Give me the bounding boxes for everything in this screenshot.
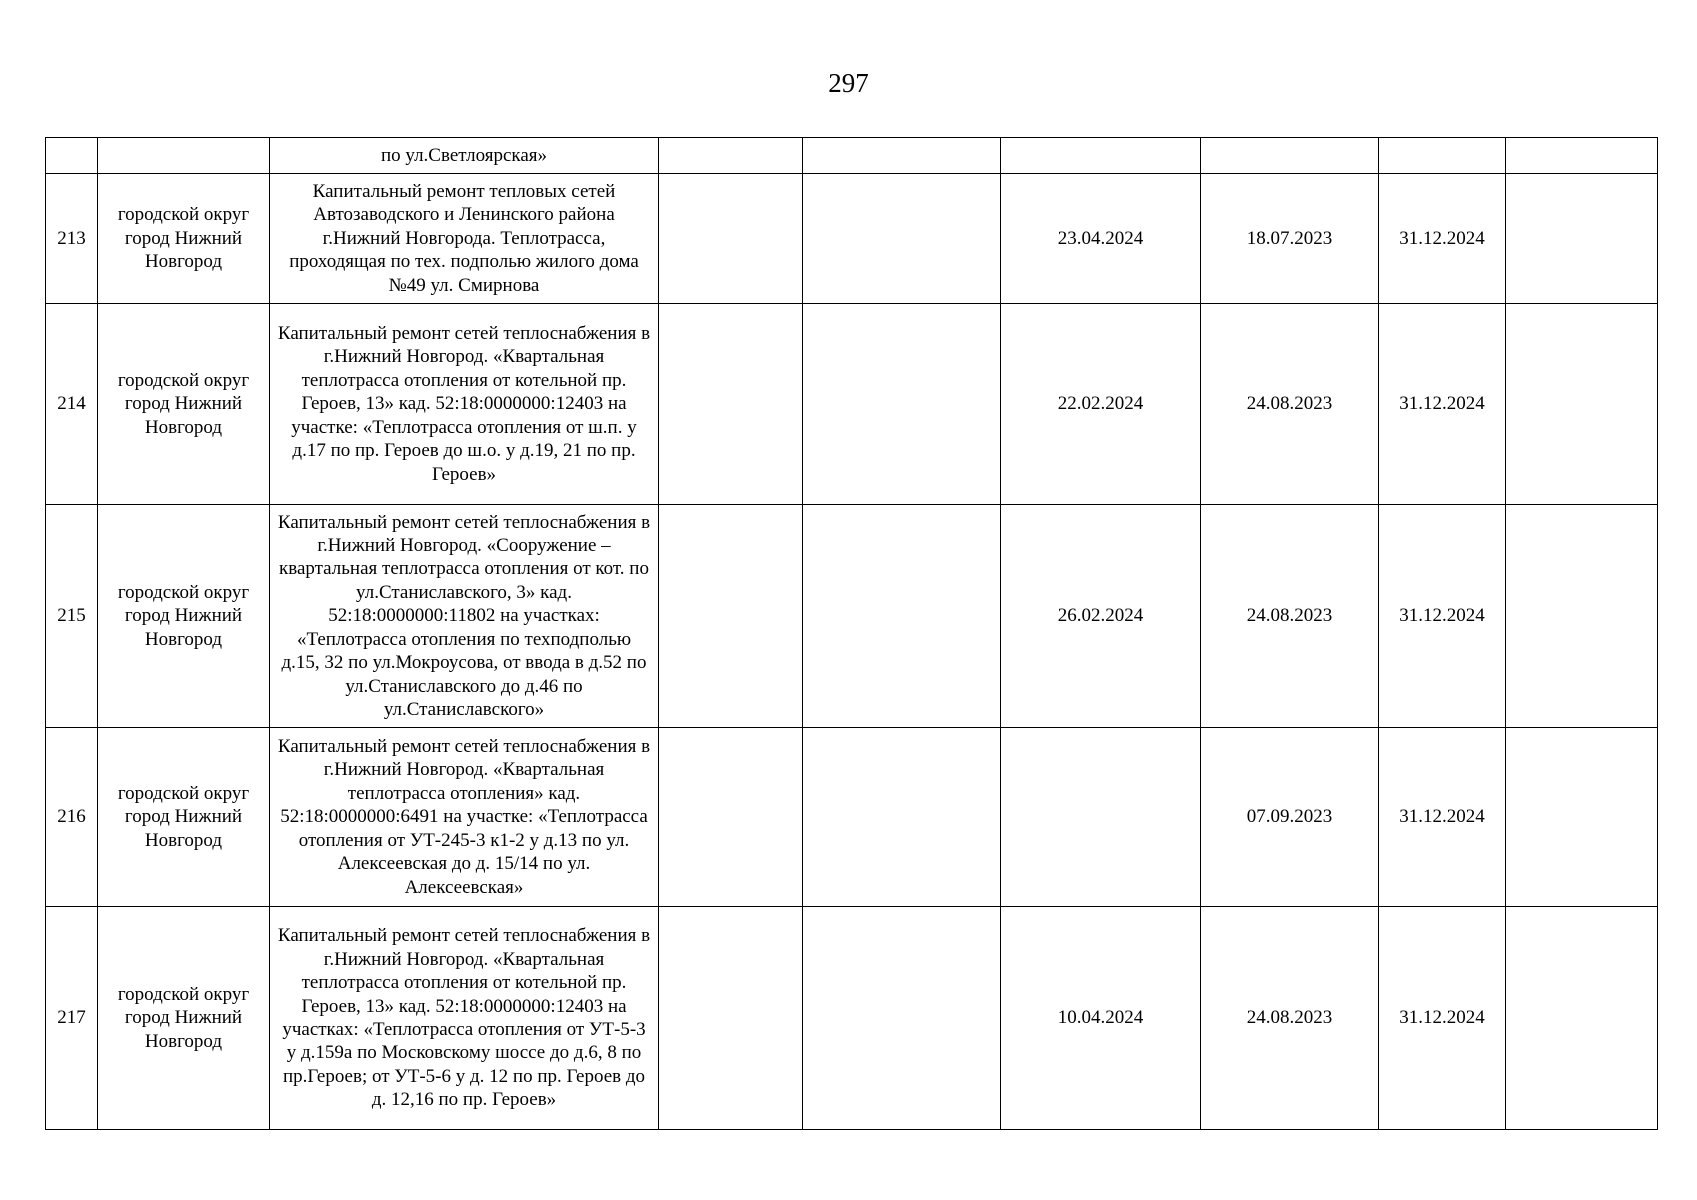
cell-col4: [659, 505, 803, 728]
registry-table: [45, 137, 1658, 1130]
cell-date1: 26.02.2024: [1001, 505, 1201, 728]
cell-date3: 31.12.2024: [1379, 505, 1506, 728]
table-row-continued: [46, 138, 1658, 174]
cell-col9: [1506, 174, 1658, 304]
cell-col9: [1506, 505, 1658, 728]
cell-municipality: городской округ город Нижний Новгород: [98, 174, 270, 304]
cell-col4: [659, 728, 803, 907]
cell-col5: [803, 174, 1001, 304]
cell-date2: 18.07.2023: [1201, 174, 1379, 304]
cell-col4: [659, 304, 803, 505]
cell-date1: 10.04.2024: [1001, 907, 1201, 1130]
cell-col4: [659, 138, 803, 174]
table-row: [46, 728, 1658, 907]
cell-date2: 24.08.2023: [1201, 505, 1379, 728]
cell-col4: [659, 174, 803, 304]
cell-num: 215: [46, 505, 98, 728]
cell-date2: 24.08.2023: [1201, 304, 1379, 505]
cell-date3: 31.12.2024: [1379, 728, 1506, 907]
cell-col9: [1506, 138, 1658, 174]
cell-date1: [1001, 728, 1201, 907]
cell-date1: [1001, 138, 1201, 174]
cell-date3: 31.12.2024: [1379, 304, 1506, 505]
cell-description: Капитальный ремонт сетей теплоснабжения в г.Нижний Новгород. «Квартальная теплотрасса отопления от котельной пр. Героев, 13» кад. 52:18:0000000:12403 на участке: «Теплотрасса отопления от ш.п. у д.17 по пр. Героев до ш.о. у д.19, 21 по пр. Героев»: [270, 304, 659, 505]
cell-date1: 22.02.2024: [1001, 304, 1201, 505]
cell-date1: 23.04.2024: [1001, 174, 1201, 304]
table-row: [46, 174, 1658, 304]
cell-col4: [659, 907, 803, 1130]
cell-description: Капитальный ремонт сетей теплоснабжения в г.Нижний Новгород. «Квартальная теплотрасса отопления» кад. 52:18:0000000:6491 на участке: «Теплотрасса отопления от УТ-245-3 к1-2 у д.13 по ул. Алексеевская до д. 15/14 по ул. Алексеевская»: [270, 728, 659, 907]
cell-col9: [1506, 304, 1658, 505]
cell-date2: 07.09.2023: [1201, 728, 1379, 907]
cell-col5: [803, 907, 1001, 1130]
cell-municipality: городской округ город Нижний Новгород: [98, 728, 270, 907]
table-row: [46, 304, 1658, 505]
cell-municipality: городской округ город Нижний Новгород: [98, 505, 270, 728]
cell-date3: 31.12.2024: [1379, 174, 1506, 304]
cell-description: Капитальный ремонт тепловых сетей Автозаводского и Ленинского района г.Нижний Новгорода. Теплотрасса, проходящая по тех. подполью жилого дома №49 ул. Смирнова: [270, 174, 659, 304]
page-number: 297: [828, 68, 869, 98]
cell-num: [46, 138, 98, 174]
cell-municipality: городской округ город Нижний Новгород: [98, 907, 270, 1130]
cell-num: 217: [46, 907, 98, 1130]
cell-municipality: [98, 138, 270, 174]
table-row: [46, 907, 1658, 1130]
cell-col9: [1506, 907, 1658, 1130]
cell-col5: [803, 505, 1001, 728]
cell-municipality: городской округ город Нижний Новгород: [98, 304, 270, 505]
cell-col9: [1506, 728, 1658, 907]
cell-date2: 24.08.2023: [1201, 907, 1379, 1130]
cell-col5: [803, 728, 1001, 907]
cell-date2: [1201, 138, 1379, 174]
table-row: [46, 505, 1658, 728]
cell-num: 216: [46, 728, 98, 907]
cell-description: по ул.Светлоярская»: [270, 138, 659, 174]
cell-description: Капитальный ремонт сетей теплоснабжения в г.Нижний Новгород. «Квартальная теплотрасса отопления от котельной пр. Героев, 13» кад. 52:18:0000000:12403 на участках: «Теплотрасса отопления от УТ-5-3 у д.159а по Московскому шоссе до д.6, 8 по пр.Героев; от УТ-5-6 у д. 12 по пр. Героев до д. 12,16 по пр. Героев»: [270, 907, 659, 1130]
cell-num: 213: [46, 174, 98, 304]
cell-num: 214: [46, 304, 98, 505]
cell-date3: [1379, 138, 1506, 174]
cell-col5: [803, 138, 1001, 174]
cell-col5: [803, 304, 1001, 505]
cell-date3: 31.12.2024: [1379, 907, 1506, 1130]
cell-description: Капитальный ремонт сетей теплоснабжения в г.Нижний Новгород. «Сооружение – квартальная теплотрасса отопления от кот. по ул.Станиславского, 3» кад. 52:18:0000000:11802 на участках: «Теплотрасса отопления по техподполью д.15, 32 по ул.Мокроусова, от ввода в д.52 по ул.Станиславского до д.46 по ул.Станиславского»: [270, 505, 659, 728]
